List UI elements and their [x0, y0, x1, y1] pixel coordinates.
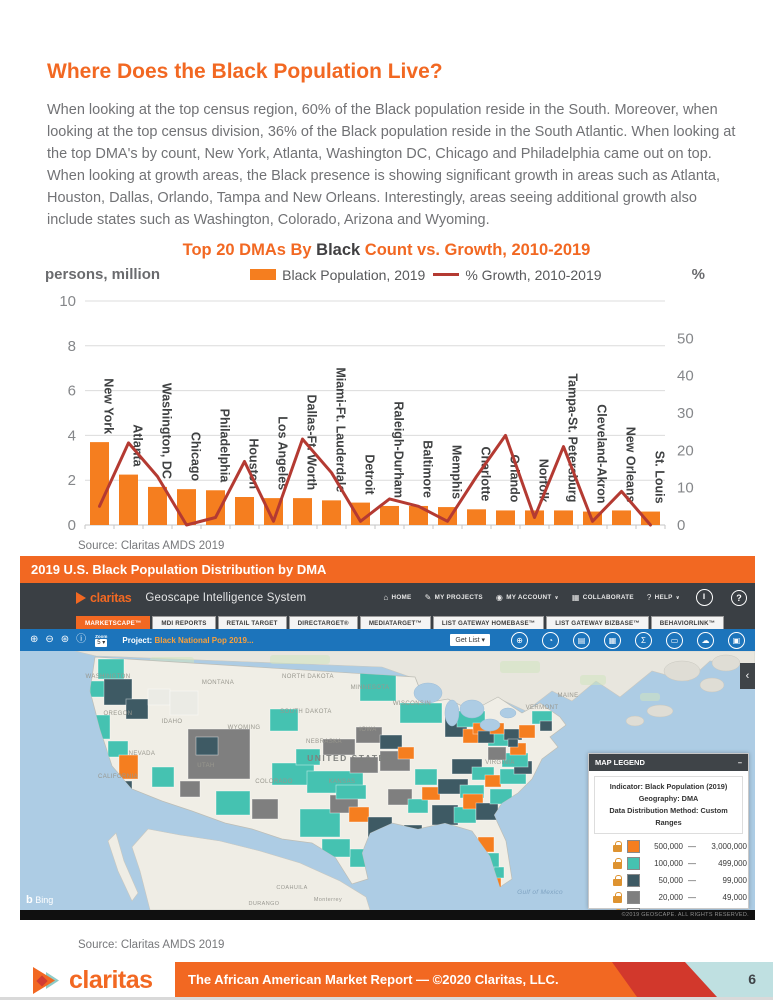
tab-list-gateway-homebase[interactable]: LIST GATEWAY HOMEBASE™	[433, 616, 544, 629]
map-section-header: 2019 U.S. Black Population Distribution by DMA	[20, 556, 755, 583]
svg-text:MONTANA: MONTANA	[201, 680, 235, 686]
map-copyright-bar	[20, 910, 755, 920]
svg-text:COLORADO: COLORADO	[255, 779, 293, 785]
svg-text:DURANGO: DURANGO	[248, 901, 280, 907]
app-header-bar	[20, 583, 755, 612]
bar-line-chart	[40, 290, 730, 546]
map-legend-header[interactable]: MAP LEGEND –	[589, 754, 748, 771]
range-color-swatch	[627, 840, 640, 853]
legend-range-row: 50,000 — 99,000	[613, 872, 748, 889]
svg-text:IOWA: IOWA	[359, 727, 377, 733]
bing-logo[interactable]: b Bing	[26, 894, 54, 906]
database-icon[interactable]: ▤	[573, 632, 590, 649]
nav-item-home[interactable]: ⌂ HOME	[383, 593, 412, 602]
line-swatch	[433, 273, 459, 276]
svg-text:COAHUILA: COAHUILA	[276, 885, 308, 891]
svg-text:MAINE: MAINE	[557, 693, 579, 699]
chevron-down-icon: ∨	[554, 594, 559, 601]
svg-text:UNITED STATES: UNITED STATES	[307, 753, 393, 763]
svg-text:40: 40	[677, 367, 694, 385]
chart-title: Top 20 DMAs By Black Count vs. Growth, 2010-2019	[182, 241, 591, 259]
chart-header-row	[45, 266, 705, 283]
nav-item-help[interactable]: ? HELP ∨	[646, 593, 680, 602]
range-color-swatch	[627, 874, 640, 887]
chat-help-icon[interactable]: ?	[731, 590, 747, 606]
svg-text:Orlando: Orlando	[507, 454, 522, 503]
svg-text:Los Angeles: Los Angeles	[275, 416, 290, 491]
page-number: 6	[748, 971, 756, 987]
svg-text:Tampa-St. Petersburg: Tampa-St. Petersburg	[565, 373, 580, 503]
svg-text:IDAHO: IDAHO	[161, 719, 183, 725]
svg-text:8: 8	[67, 337, 76, 355]
report-card-icon[interactable]: ▣	[728, 632, 745, 649]
panel-collapse-icon[interactable]: ‹	[740, 663, 755, 689]
nav-item-collaborate[interactable]: ▦ COLLABORATE	[571, 593, 634, 602]
svg-text:New York: New York	[101, 378, 116, 435]
page-title: Where Does the Black Population Live?	[47, 60, 443, 83]
folder-icon[interactable]: ▭	[666, 632, 683, 649]
lock-icon[interactable]	[613, 862, 622, 869]
range-color-swatch	[627, 891, 640, 904]
legend-item-black-population-2019: Black Population, 2019	[250, 267, 425, 283]
svg-text:Philadelphia: Philadelphia	[217, 408, 232, 483]
svg-text:CALIFORNIA: CALIFORNIA	[97, 774, 139, 780]
tab-behaviorlink[interactable]: BEHAVIORLINK™	[651, 616, 724, 629]
svg-text:Atlanta: Atlanta	[130, 424, 145, 467]
lock-icon[interactable]	[613, 845, 622, 852]
svg-text:6: 6	[67, 382, 76, 400]
svg-text:4: 4	[67, 427, 76, 445]
zoom-out-icon[interactable]: ⊖	[45, 634, 54, 645]
right-axis-label: %	[691, 266, 705, 283]
svg-text:10: 10	[677, 479, 694, 497]
sigma-icon[interactable]: Σ	[635, 632, 652, 649]
svg-text:50: 50	[677, 330, 694, 348]
zoom-in-icon[interactable]: ⊕	[30, 634, 39, 645]
svg-text:NEVADA: NEVADA	[128, 751, 156, 757]
legend-range-row: 100,000 — 499,000	[613, 855, 748, 872]
range-color-swatch	[627, 908, 640, 910]
project-label: Project: Black National Pop 2019...	[122, 635, 254, 645]
bar-swatch	[250, 269, 276, 280]
product-name: Geoscape Intelligence System	[145, 591, 307, 604]
claritas-logo-icon	[33, 967, 63, 994]
legend-ranges	[613, 838, 748, 910]
map-source: Source: Claritas AMDS 2019	[78, 939, 225, 951]
legend-collapse-icon[interactable]: –	[737, 758, 742, 767]
project-name[interactable]: Black National Pop 2019...	[154, 635, 254, 645]
svg-text:WYOMING: WYOMING	[227, 725, 261, 731]
nav-item-my-projects[interactable]: ✎ MY PROJECTS	[424, 593, 483, 602]
footer-text: The African American Market Report — ©2020 Claritas, LLC.	[188, 972, 559, 987]
svg-text:Memphis: Memphis	[449, 444, 464, 500]
help-icon: ?	[646, 593, 652, 602]
legend-range-row	[613, 906, 748, 910]
home-icon: ⌂	[383, 593, 389, 602]
globe-analytics-icon[interactable]: ◔	[542, 632, 559, 649]
legend-item-growth-2010-2019: % Growth, 2010-2019	[433, 267, 601, 283]
map-screenshot	[20, 556, 755, 920]
tab-mediatarget[interactable]: MEDIATARGET™	[360, 616, 431, 629]
legend-info-box	[594, 776, 743, 834]
left-axis-label: persons, million	[45, 266, 161, 283]
info-icon[interactable]: ⓘ	[76, 634, 87, 645]
claritas-footer-logo: claritas	[33, 966, 153, 995]
grid-report-icon[interactable]: ▦	[604, 632, 621, 649]
svg-text:20: 20	[677, 442, 694, 460]
cloud-upload-icon[interactable]: ☁	[697, 632, 714, 649]
svg-text:UTAH: UTAH	[197, 763, 215, 769]
svg-text:Houston: Houston	[246, 438, 261, 489]
chevron-down-icon: ∨	[675, 594, 680, 601]
zoom-level-select[interactable]: 5 ▾	[97, 639, 106, 646]
svg-text:New Orleans: New Orleans	[623, 426, 638, 503]
my-projects-icon: ✎	[424, 593, 432, 602]
svg-text:Raleigh-Durham: Raleigh-Durham	[391, 401, 406, 498]
svg-text:Baltimore: Baltimore	[420, 440, 435, 498]
svg-text:Miami-Ft. Lauderdale: Miami-Ft. Lauderdale	[333, 367, 348, 493]
map-canvas[interactable]	[20, 651, 755, 910]
chart-source: Source: Claritas AMDS 2019	[78, 540, 225, 552]
toolbar-right-icons	[497, 632, 745, 649]
svg-text:30: 30	[677, 405, 694, 422]
svg-text:Charlotte: Charlotte	[478, 446, 493, 502]
svg-text:NORTH DAKOTA: NORTH DAKOTA	[282, 674, 334, 680]
lock-icon[interactable]	[613, 896, 622, 903]
claritas-logo-icon	[76, 592, 86, 604]
svg-text:0: 0	[67, 517, 76, 534]
tab-retail-target[interactable]: RETAIL TARGET	[218, 616, 287, 629]
nav-item-my-account[interactable]: ◉ MY ACCOUNT ∨	[495, 593, 559, 602]
svg-text:VIRGINIA: VIRGINIA	[485, 760, 515, 766]
svg-text:Norfolk: Norfolk	[536, 458, 551, 503]
svg-text:Dallas-Ft. Worth: Dallas-Ft. Worth	[304, 394, 319, 491]
pan-icon[interactable]: ⊛	[60, 634, 70, 645]
svg-text:WISCONSIN: WISCONSIN	[392, 701, 432, 707]
svg-text:Cleveland-Akron: Cleveland-Akron	[594, 404, 609, 504]
svg-text:St. Louis: St. Louis	[652, 450, 667, 504]
product-tabs	[20, 612, 755, 629]
geoscape-copyright: ©2019 GEOSCAPE. ALL RIGHTS RESERVED.	[621, 912, 749, 918]
svg-text:WASHINGTON: WASHINGTON	[85, 674, 131, 680]
tab-mdi-reports[interactable]: MDI REPORTS	[152, 616, 215, 629]
claritas-app-logo[interactable]: claritas	[76, 591, 131, 605]
svg-text:Monterrey: Monterrey	[313, 897, 343, 903]
tab-list-gateway-bizbase[interactable]: LIST GATEWAY BIZBASE™	[546, 616, 649, 629]
legend-method: Data Distribution Method: Custom Ranges	[609, 806, 728, 827]
svg-text:VERMONT: VERMONT	[525, 705, 559, 711]
legend-range-row: 500,000 — 3,000,000	[613, 838, 748, 855]
map-legend-panel	[588, 753, 749, 909]
legend-indicator: Indicator: Black Population (2019)	[609, 782, 728, 791]
zoom-level-control[interactable]: Zoom 5 ▾	[95, 633, 108, 646]
svg-text:MINNESOTA: MINNESOTA	[350, 685, 390, 691]
get-list-dropdown[interactable]: Get List ▾	[450, 634, 490, 646]
tab-directarget[interactable]: DIRECTARGET®	[289, 616, 358, 629]
body-paragraph: When looking at the top census region, 60% of the Black population reside in the South. Moreover, when looking at the top census division, 36% of the Black population reside in the South Atlantic. When looking at the top DMA's by count, New York, Atlanta, Washington DC, Chicago and Philadelphia came out on top. When looking at growth areas, the Black presence is showing significant growth in areas such as Atlanta, Houston, Dallas, Orlando, Tampa and New Orleans. Interestingly, areas seeing additional growth also include states such as Washington, Colorado, Arizona and Wyoming.	[47, 102, 736, 228]
svg-text:NEBRASKA: NEBRASKA	[306, 739, 342, 745]
chart-legend	[160, 267, 692, 283]
collaborate-icon: ▦	[571, 593, 580, 602]
svg-text:Gulf of Mexico: Gulf of Mexico	[517, 889, 563, 896]
legend-geography: Geography: DMA	[638, 794, 699, 803]
tab-marketscape[interactable]: MARKETSCAPE™	[76, 616, 150, 629]
app-nav	[383, 593, 680, 602]
legend-range-row: 20,000 — 49,000	[613, 889, 748, 906]
my-account-icon: ◉	[495, 593, 504, 602]
app-power-icon[interactable]: ‖	[696, 589, 713, 606]
svg-text:Washington, DC: Washington, DC	[159, 382, 174, 479]
lock-icon[interactable]	[613, 879, 622, 886]
svg-text:OREGON: OREGON	[103, 711, 133, 717]
map-toolbar	[20, 629, 755, 651]
globe-icon[interactable]: ⊕	[511, 632, 528, 649]
svg-text:10: 10	[59, 293, 76, 310]
range-color-swatch	[627, 857, 640, 870]
svg-text:SOUTH DAKOTA: SOUTH DAKOTA	[280, 709, 332, 715]
svg-text:KANSAS: KANSAS	[328, 779, 356, 785]
footer-bar	[175, 962, 773, 997]
svg-text:Detroit: Detroit	[362, 454, 377, 495]
svg-text:0: 0	[677, 517, 686, 534]
svg-text:2: 2	[67, 472, 76, 490]
svg-text:Chicago: Chicago	[188, 431, 203, 482]
